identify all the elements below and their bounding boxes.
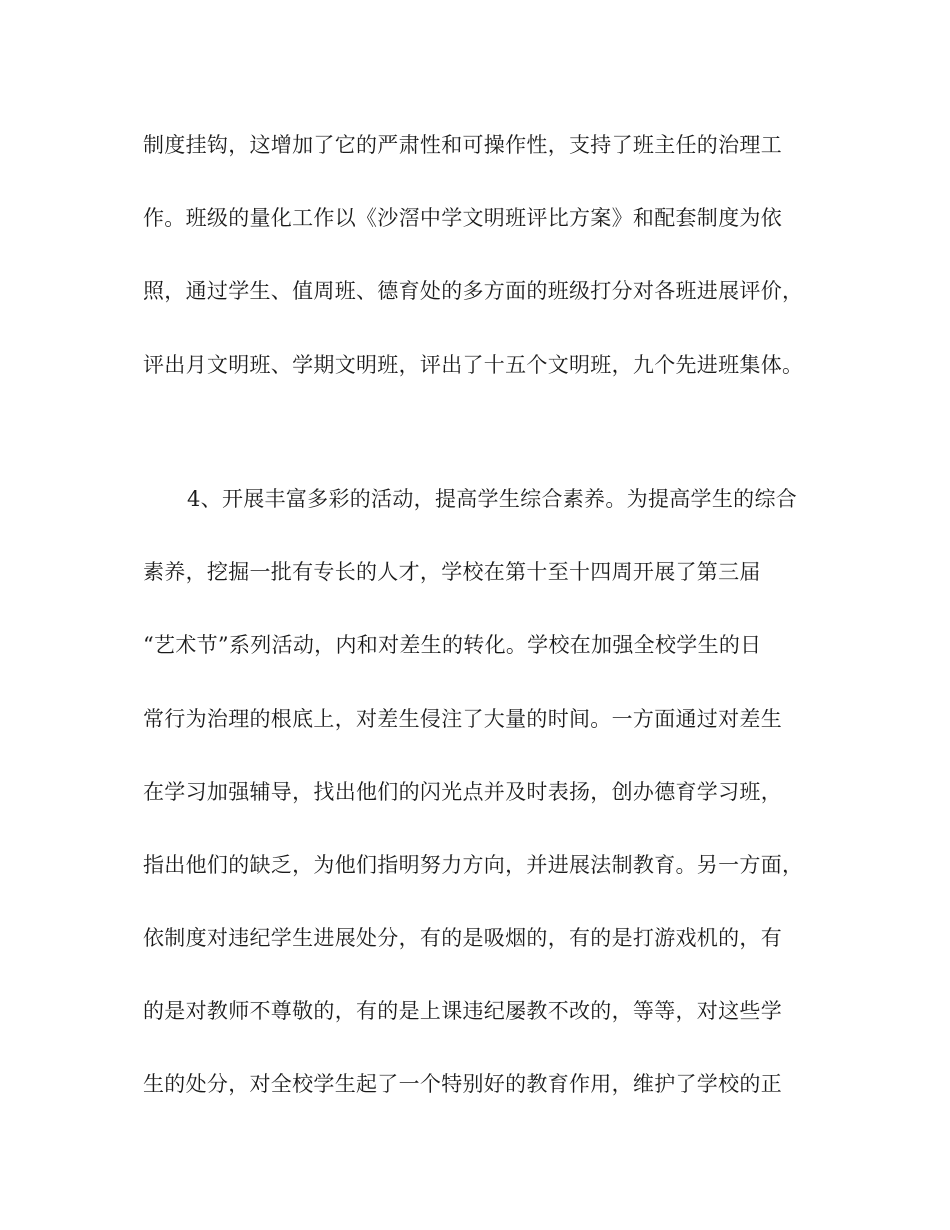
paragraph-2-line-9: 生的处分，对全校学生起了一个特别好的教育作用，维护了学校的正 bbox=[143, 1072, 782, 1096]
paragraph-2-line-8: 的是对教师不尊敬的，有的是上课违纪屡教不改的，等等，对这些学 bbox=[143, 999, 782, 1023]
paragraph-1-line-4: 评出月文明班、学期文明班，评出了十五个文明班，九个先进班集体。 bbox=[143, 353, 804, 377]
paragraph-2-line-6: 指出他们的缺乏，为他们指明努力方向，并进展法制教育。另一方面， bbox=[143, 853, 804, 877]
paragraph-2-line-4: 常行为治理的根底上，对差生侵注了大量的时间。一方面通过对差生 bbox=[143, 707, 782, 731]
paragraph-1-line-3: 照，通过学生、值周班、德育处的多方面的班级打分对各班进展评价， bbox=[143, 279, 804, 303]
paragraph-2-line-5: 在学习加强辅导，找出他们的闪光点并及时表扬，创办德育学习班， bbox=[143, 780, 782, 804]
paragraph-1-line-1: 制度挂钩，这增加了它的严肃性和可操作性，支持了班主任的治理工 bbox=[143, 133, 782, 157]
paragraph-1-line-2: 作。班级的量化工作以《沙滘中学文明班评比方案》和配套制度为依 bbox=[143, 206, 782, 230]
paragraph-2-line-3: “艺术节”系列活动，内和对差生的转化。学校在加强全校学生的日 bbox=[143, 633, 762, 657]
paragraph-2-line-1: 4、开展丰富多彩的活动，提高学生综合素养。为提高学生的综合 bbox=[187, 487, 798, 511]
paragraph-2-line-7: 依制度对违纪学生进展处分，有的是吸烟的，有的是打游戏机的，有 bbox=[143, 926, 782, 950]
paragraph-2-line-2: 素养，挖掘一批有专长的人才，学校在第十至十四周开展了第三届 bbox=[143, 560, 761, 584]
